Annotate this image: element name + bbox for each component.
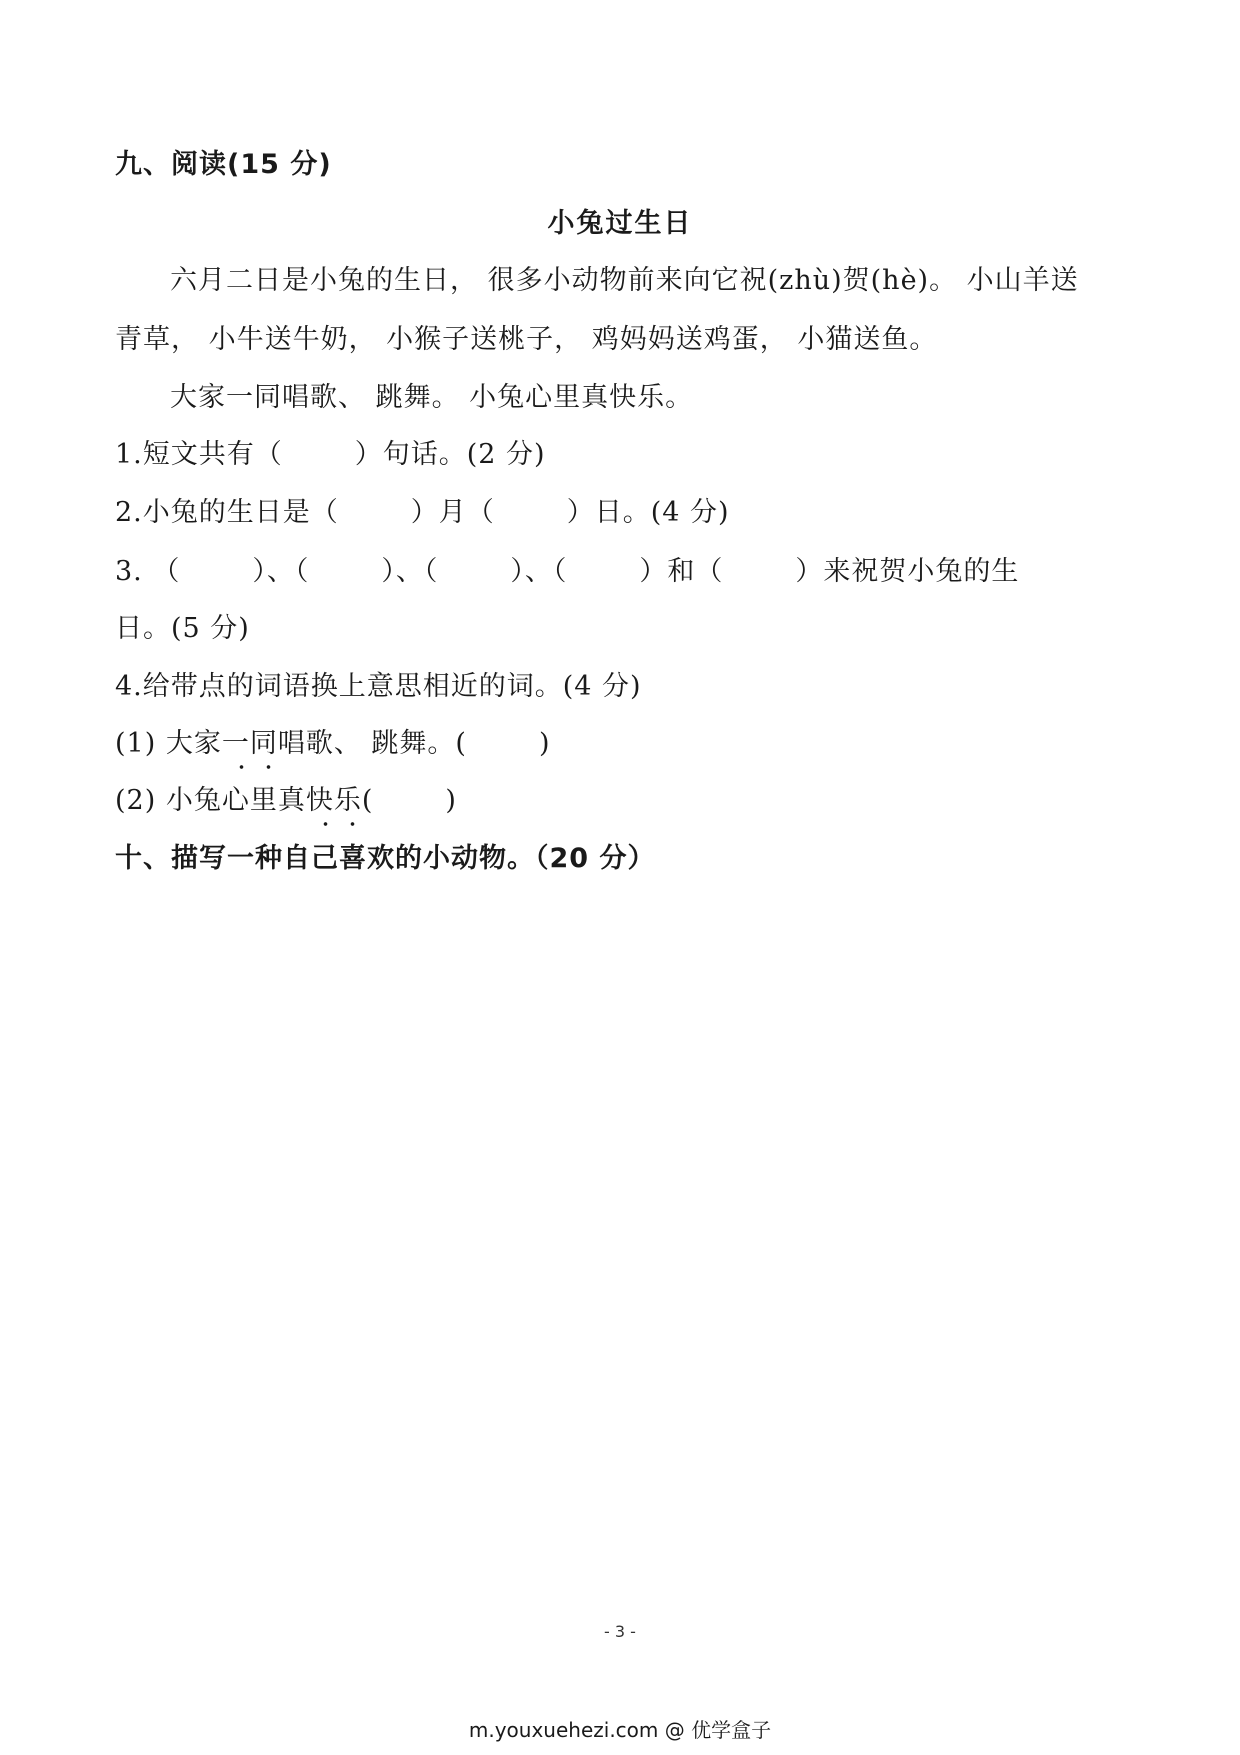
question-4-sub-2	[115, 784, 457, 818]
question-2-part: ）日。(4 分)	[566, 497, 730, 528]
question-3	[115, 555, 1019, 589]
question-3-part: ）来祝贺小兔的生	[795, 556, 1020, 587]
sub-1-after: 唱歌、 跳舞。(	[277, 728, 467, 759]
question-3-part: ）、（	[381, 556, 439, 587]
footer-watermark: m.youxuehezi.com @ 优学盒子	[468, 1718, 772, 1742]
passage-line-2: 青草， 小牛送牛奶， 小猴子送桃子， 鸡妈妈送鸡蛋， 小猫送鱼。	[115, 324, 938, 355]
dotted-word: 快乐	[305, 785, 362, 816]
dotted-word: 一同	[221, 728, 278, 759]
question-4-sub-1	[115, 727, 551, 761]
question-4-stem: 4.给带点的词语换上意思相近的词。(4 分)	[115, 671, 642, 702]
story-title: 小兔过生日	[547, 208, 693, 239]
question-1	[115, 438, 546, 472]
sub-1-close: )	[538, 728, 551, 759]
question-2-part: ）月（	[410, 497, 495, 528]
section-10-heading: 十、描写一种自己喜欢的小动物。（20 分）	[115, 843, 656, 874]
page-number: - 3 -	[604, 1622, 636, 1641]
sub-2-after: (	[361, 785, 374, 816]
question-3-part: ）、（	[510, 556, 568, 587]
question-2-part: 2.小兔的生日是（	[115, 497, 339, 528]
passage-line-1: 六月二日是小兔的生日， 很多小动物前来向它祝(zhù)贺(hè)。 小山羊送	[170, 265, 1079, 296]
section-9-heading: 九、阅读(15 分)	[115, 149, 332, 180]
sub-2-before: (2) 小兔心里真	[115, 785, 306, 816]
question-1-after: ）句话。(2 分)	[354, 439, 546, 470]
question-3-line-2: 日。(5 分)	[115, 613, 250, 644]
question-3-part: ）、（	[252, 556, 310, 587]
sub-2-close: )	[445, 785, 457, 816]
passage-line-3: 大家一同唱歌、 跳舞。 小兔心里真快乐。	[170, 382, 694, 413]
sub-1-before: (1) 大家	[115, 728, 222, 759]
question-3-part: 3. （	[115, 556, 181, 587]
question-1-before: 1.短文共有（	[115, 439, 283, 470]
question-2	[115, 496, 730, 530]
question-3-part: ）和（	[639, 556, 724, 587]
